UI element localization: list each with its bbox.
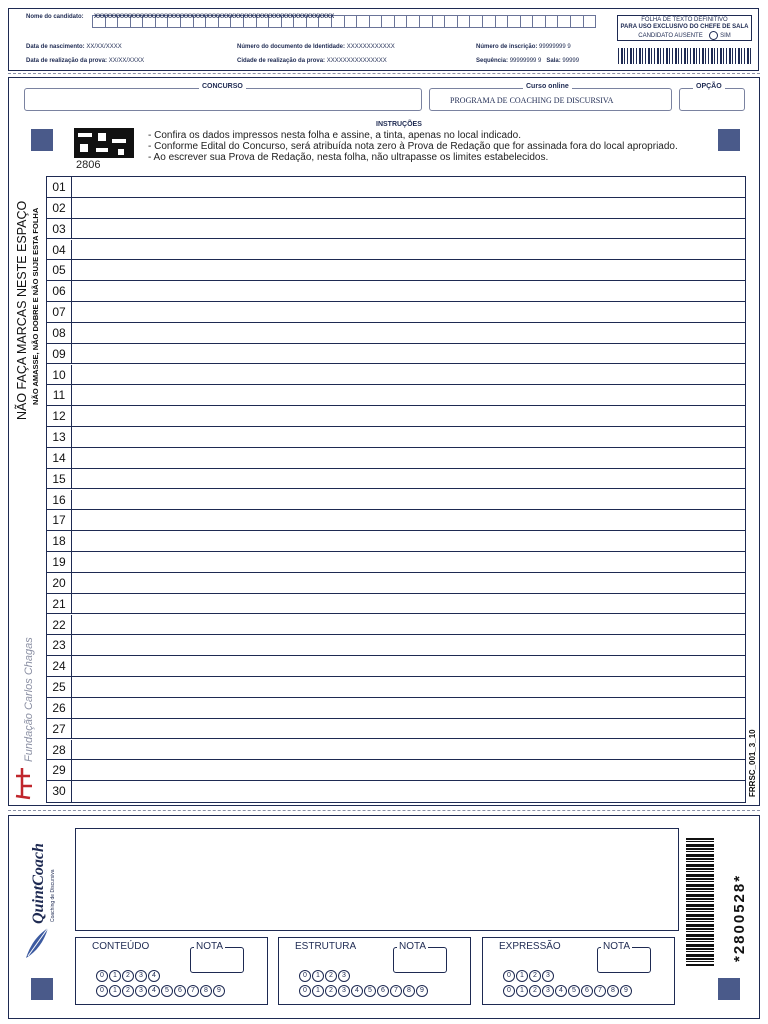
writing-line[interactable] [47,448,745,469]
writing-line[interactable] [47,177,745,198]
score-row-units [503,984,633,997]
score-bubble[interactable]: 0 [299,985,311,997]
line-number: 28 [47,740,72,760]
grade-box-estrutura [278,937,471,1005]
score-bubble[interactable]: 7 [187,985,199,997]
no-marks-warning: NÃO FAÇA MARCAS NESTE ESPAÇO [15,200,29,420]
registration-mark [718,129,740,151]
score-bubble[interactable]: 4 [148,970,160,982]
writing-line[interactable] [47,677,745,698]
writing-line[interactable] [47,323,745,344]
feather-icon [22,926,52,960]
writing-line[interactable] [47,427,745,448]
grade-title: CONTEÚDO [92,941,150,952]
writing-line[interactable] [47,385,745,406]
score-bubble[interactable]: 1 [312,970,324,982]
line-number: 05 [47,260,72,280]
line-number: 13 [47,427,72,447]
instruction-line: - Conforme Edital do Concurso, será atribuída nota zero à Prova de Redação que for assinada fora do local apropriado. [148,141,678,152]
score-bubble[interactable]: 2 [529,985,541,997]
sheet-code-pattern [74,128,134,158]
grade-box-expressão [482,937,675,1005]
header-barcode [618,48,752,64]
registration-number: Número de inscrição: 99999999 9 [476,44,571,50]
sequence-number: Sequência: 99999999 9 Sala: 99999 [476,58,580,64]
exam-date: Data de realização da prova: XX/XX/XXXX [26,58,145,64]
score-bubble[interactable]: 0 [503,970,515,982]
score-bubble[interactable]: 5 [568,985,580,997]
foundation-logo [12,766,36,800]
grade-title: EXPRESSÃO [499,941,561,952]
writing-line[interactable] [47,302,745,323]
sheet-code: 2806 [76,159,101,171]
writing-line[interactable] [47,406,745,427]
line-number: 10 [47,365,72,385]
birth-date: Data de nascimento: XX/XX/XXXX [26,44,122,50]
score-bubble[interactable]: 0 [96,970,108,982]
line-number: 06 [47,281,72,301]
line-number: 03 [47,219,72,239]
cut-line [8,73,760,74]
score-bubble[interactable]: 8 [403,985,415,997]
writing-line[interactable] [47,469,745,490]
line-number: 14 [47,448,72,468]
candidate-name-value: XXXXXXXXXXXXXXXXXXXXXXXXXXXXXXXXXXXXXXXXXXXXXXXXXXXXXXXXXXXX [94,14,335,20]
score-row-units [96,984,226,997]
registration-mark [31,129,53,151]
concurso-field [24,88,422,111]
registration-mark [31,978,53,1000]
writing-line[interactable] [47,531,745,552]
score-bubble[interactable]: 3 [542,985,554,997]
grade-box-conteúdo [75,937,268,1005]
line-number: 29 [47,760,72,780]
score-bubble[interactable]: 4 [555,985,567,997]
form-code: FRRSC_001_3_10 [748,729,757,797]
barcode-number: *2800528* [731,873,748,962]
line-number: 21 [47,594,72,614]
writing-line[interactable] [47,490,745,511]
writing-line[interactable] [47,365,745,386]
score-bubble[interactable]: 1 [516,970,528,982]
writing-line[interactable] [47,594,745,615]
footer-barcode [686,838,714,966]
score-bubble[interactable]: 9 [620,985,632,997]
line-number: 25 [47,677,72,697]
score-bubble[interactable]: 8 [607,985,619,997]
score-bubble[interactable]: 2 [325,970,337,982]
writing-line[interactable] [47,344,745,365]
score-bubble[interactable]: 3 [338,985,350,997]
absent-checkbox[interactable] [709,31,718,40]
cut-line [8,810,760,811]
line-number: 01 [47,177,72,197]
score-bubble[interactable]: 8 [200,985,212,997]
score-bubble[interactable]: 2 [325,985,337,997]
score-bubble[interactable]: 0 [503,985,515,997]
writing-area[interactable] [46,176,746,803]
curso-value: PROGRAMA DE COACHING DE DISCURSIVA [450,96,614,105]
foundation-name: Fundação Carlos Chagas [23,637,35,762]
line-number: 15 [47,469,72,489]
score-bubble[interactable]: 6 [174,985,186,997]
writing-line[interactable] [47,615,745,636]
score-row-tens [503,969,555,982]
line-number: 09 [47,344,72,364]
score-bubble[interactable]: 0 [299,970,311,982]
writing-line[interactable] [47,281,745,302]
line-number: 12 [47,406,72,426]
score-bubble[interactable]: 2 [122,985,134,997]
opcao-label: OPÇÃO [693,83,725,90]
candidate-name-label: Nome do candidato: [26,14,84,20]
score-bubble[interactable]: 4 [148,985,160,997]
writing-line[interactable] [47,573,745,594]
line-number: 08 [47,323,72,343]
writing-line[interactable] [47,510,745,531]
score-bubble[interactable]: 0 [96,985,108,997]
opcao-field [679,88,745,111]
nota-label: NOTA [399,941,427,952]
score-bubble[interactable]: 4 [351,985,363,997]
score-bubble[interactable]: 1 [516,985,528,997]
score-bubble[interactable]: 2 [529,970,541,982]
score-bubble[interactable]: 3 [135,970,147,982]
line-number: 27 [47,719,72,739]
writing-line[interactable] [47,240,745,261]
line-number: 22 [47,615,72,635]
writing-line[interactable] [47,740,745,761]
writing-line[interactable] [47,552,745,573]
writing-line[interactable] [47,698,745,719]
line-number: 17 [47,510,72,530]
line-number: 16 [47,490,72,510]
instructions-title: INSTRUÇÕES [376,121,422,128]
nota-label: NOTA [196,941,224,952]
score-row-units [299,984,429,997]
handling-warning: NÃO AMASSE, NÃO DOBRE E NÃO SUJE ESTA FOLHA [31,207,40,405]
absent-candidate-box: FOLHA DE TEXTO DEFINITIVO PARA USO EXCLUSIVO DO CHEFE DE SALA CANDIDATO AUSENTE SIM [617,15,752,41]
line-number: 07 [47,302,72,322]
line-number: 19 [47,552,72,572]
score-bubble[interactable]: 1 [312,985,324,997]
score-bubble[interactable]: 3 [135,985,147,997]
line-number: 02 [47,198,72,218]
score-row-tens [96,969,161,982]
writing-line[interactable] [47,719,745,740]
score-bubble[interactable]: 5 [161,985,173,997]
score-bubble[interactable]: 7 [594,985,606,997]
instruction-line: - Confira os dados impressos nesta folha e assine, a tinta, apenas no local indicado. [148,130,521,141]
score-bubble[interactable]: 1 [109,970,121,982]
line-number: 30 [47,781,72,802]
line-number: 04 [47,240,72,260]
score-bubble[interactable]: 2 [122,970,134,982]
score-bubble[interactable]: 6 [581,985,593,997]
instruction-line: - Ao escrever sua Prova de Redação, nesta folha, não ultrapasse os limites estabelecidos. [148,152,549,163]
score-bubble[interactable]: 5 [364,985,376,997]
score-bubble[interactable]: 1 [109,985,121,997]
writing-line[interactable] [47,760,745,781]
writing-line[interactable] [47,219,745,240]
score-bubble[interactable]: 9 [416,985,428,997]
line-number: 26 [47,698,72,718]
score-bubble[interactable]: 6 [377,985,389,997]
score-bubble[interactable]: 9 [213,985,225,997]
writing-line[interactable] [47,260,745,281]
score-bubble[interactable]: 3 [338,970,350,982]
score-bubble[interactable]: 3 [542,970,554,982]
nota-label: NOTA [603,941,631,952]
concurso-label: CONCURSO [199,83,246,90]
curso-label: Curso online [523,83,572,90]
quintcoach-logo: QuintCoach Coaching de Discursiva [16,840,60,960]
writing-line[interactable] [47,635,745,656]
score-bubble[interactable]: 7 [390,985,402,997]
line-number: 18 [47,531,72,551]
grade-title: ESTRUTURA [295,941,357,952]
document-number: Número do documento de Identidade: XXXXXXXXXXXX [237,44,395,50]
score-row-tens [299,969,351,982]
writing-line[interactable] [47,656,745,677]
writing-line[interactable] [47,198,745,219]
exam-city: Cidade de realização da prova: XXXXXXXXXXXXXXX [237,58,387,64]
line-number: 20 [47,573,72,593]
line-number: 23 [47,635,72,655]
line-number: 11 [47,385,72,405]
line-number: 24 [47,656,72,676]
writing-line[interactable] [47,781,745,802]
evaluator-comment-box[interactable] [75,828,679,931]
registration-mark [718,978,740,1000]
